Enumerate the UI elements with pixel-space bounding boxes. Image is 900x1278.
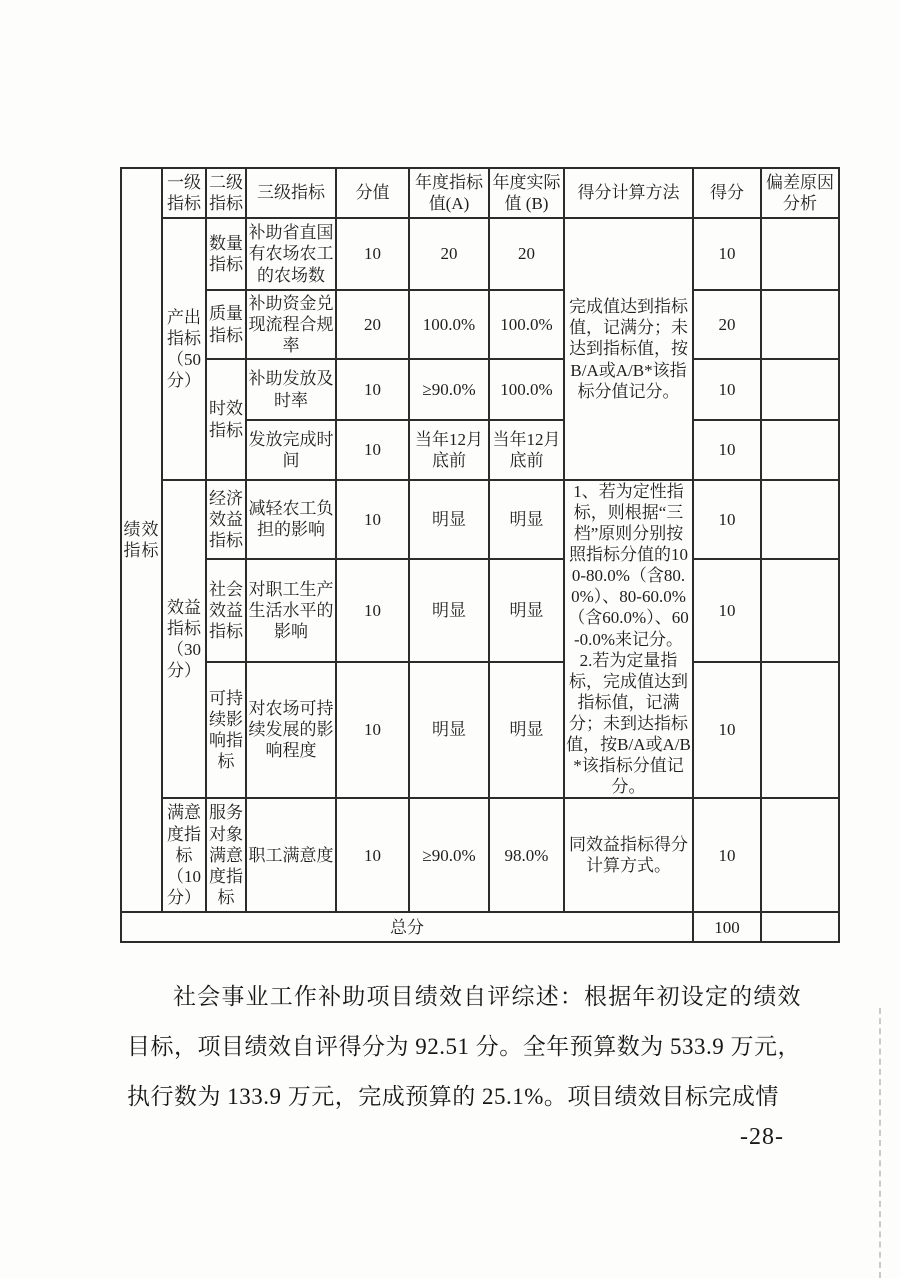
cell-score: 10 <box>693 798 761 912</box>
cell-score-value: 20 <box>336 290 409 359</box>
cell-score-value: 10 <box>336 359 409 420</box>
cell-score: 10 <box>693 218 761 290</box>
cell-actual-b: 98.0% <box>489 798 564 912</box>
col-header-score-value: 分值 <box>336 168 409 218</box>
cell-actual-b: 明显 <box>489 559 564 662</box>
cell-score: 20 <box>693 290 761 359</box>
cell-level2-service: 服务对象满意度指标 <box>206 798 246 912</box>
cell-score-value: 10 <box>336 662 409 799</box>
table-header-row <box>121 168 839 218</box>
cell-deviation-empty <box>761 798 839 912</box>
cell-score: 10 <box>693 359 761 420</box>
calc-method-2-part1: 1、若为定性指标，则根据“三档”原则分别按照指标分值的100-80.0%（含80.0%）、80-60.0%（含60.0%）、60-0.0%来记分。 <box>568 482 689 649</box>
cell-target-a: ≥90.0% <box>409 359 489 420</box>
page-number: -28- <box>740 1124 784 1150</box>
cell-indicator: 发放完成时间 <box>246 420 336 480</box>
table-row <box>121 798 839 912</box>
fold-mark-dashed-line <box>879 1008 881 1278</box>
cell-deviation-empty <box>761 480 839 559</box>
cell-deviation-empty <box>761 218 839 290</box>
cell-target-a: 明显 <box>409 662 489 799</box>
cell-level2-quantity: 数量指标 <box>206 218 246 290</box>
cell-level2-quality: 质量指标 <box>206 290 246 359</box>
col-header-deviation: 偏差原因分析 <box>761 168 839 218</box>
cell-score-value: 10 <box>336 559 409 662</box>
cell-deviation-empty <box>761 662 839 799</box>
cell-score: 10 <box>693 559 761 662</box>
cell-score: 10 <box>693 662 761 799</box>
cell-target-a: 当年12月底前 <box>409 420 489 480</box>
cell-deviation-empty <box>761 912 839 942</box>
table-row <box>121 559 839 662</box>
cell-score: 10 <box>693 480 761 559</box>
cell-indicator: 减轻农工负担的影响 <box>246 480 336 559</box>
row-group-label: 绩效指标 <box>121 168 162 912</box>
cell-level2-sustain: 可持续影响指标 <box>206 662 246 799</box>
cell-target-a: 100.0% <box>409 290 489 359</box>
cell-calc-method-2 <box>564 480 693 798</box>
cell-deviation-empty <box>761 420 839 480</box>
cell-score-value: 10 <box>336 218 409 290</box>
col-header-level1: 一级指标 <box>162 168 206 218</box>
calc-method-2-part2: 2.若为定量指标，完成值达到指标值，记满分；未到达指标值，按B/A或A/B*该指标分值记分。 <box>566 650 691 797</box>
cell-target-a: ≥90.0% <box>409 798 489 912</box>
col-header-level2: 二级指标 <box>206 168 246 218</box>
table-row <box>121 218 839 290</box>
col-header-actual-b: 年度实际值 (B) <box>489 168 564 218</box>
cell-deviation-empty <box>761 290 839 359</box>
cell-deviation-empty <box>761 359 839 420</box>
cell-target-a: 明显 <box>409 559 489 662</box>
cell-actual-b: 100.0% <box>489 359 564 420</box>
cell-indicator: 补助资金兑现流程合规率 <box>246 290 336 359</box>
cell-score-value: 10 <box>336 798 409 912</box>
cell-level1-output: 产出指标（50分） <box>162 218 206 480</box>
cell-score-value: 10 <box>336 480 409 559</box>
cell-level2-social: 社会效益指标 <box>206 559 246 662</box>
cell-indicator: 补助发放及时率 <box>246 359 336 420</box>
total-label-cell: 总分 <box>121 912 693 942</box>
table-row <box>121 662 839 799</box>
col-header-score: 得分 <box>693 168 761 218</box>
cell-score-value: 10 <box>336 420 409 480</box>
cell-calc-method-1: 完成值达到指标值，记满分；未达到指标值，按B/A或A/B*该指标分值记分。 <box>564 218 693 480</box>
col-header-target-a: 年度指标值(A) <box>409 168 489 218</box>
cell-actual-b: 100.0% <box>489 290 564 359</box>
cell-deviation-empty <box>761 559 839 662</box>
cell-indicator: 对职工生产生活水平的影响 <box>246 559 336 662</box>
table-row <box>121 480 839 559</box>
cell-level1-benefit: 效益指标（30分） <box>162 480 206 798</box>
cell-actual-b: 当年12月底前 <box>489 420 564 480</box>
cell-calc-method-3: 同效益指标得分计算方式。 <box>564 798 693 912</box>
total-score-cell: 100 <box>693 912 761 942</box>
table-row <box>121 359 839 420</box>
summary-paragraph: 社会事业工作补助项目绩效自评综述：根据年初设定的绩效目标，项目绩效自评得分为 92.51 分。全年预算数为 533.9 万元，执行数为 133.9 万元，完成预算的 25.1%。项目绩效目标完成情 <box>127 984 801 1109</box>
cell-level1-satisfaction: 满意度指标（10分） <box>162 798 206 912</box>
table-row <box>121 290 839 359</box>
cell-level2-timeliness: 时效指标 <box>206 359 246 480</box>
cell-actual-b: 20 <box>489 218 564 290</box>
cell-target-a: 明显 <box>409 480 489 559</box>
col-header-calc-method: 得分计算方法 <box>564 168 693 218</box>
cell-actual-b: 明显 <box>489 480 564 559</box>
col-header-level3: 三级指标 <box>246 168 336 218</box>
performance-indicator-table <box>120 167 840 943</box>
cell-target-a: 20 <box>409 218 489 290</box>
cell-level2-economic: 经济效益指标 <box>206 480 246 559</box>
cell-indicator: 对农场可持续发展的影响程度 <box>246 662 336 799</box>
cell-indicator: 职工满意度 <box>246 798 336 912</box>
cell-score: 10 <box>693 420 761 480</box>
cell-actual-b: 明显 <box>489 662 564 799</box>
cell-indicator: 补助省直国有农场农工的农场数 <box>246 218 336 290</box>
total-row <box>121 912 839 942</box>
